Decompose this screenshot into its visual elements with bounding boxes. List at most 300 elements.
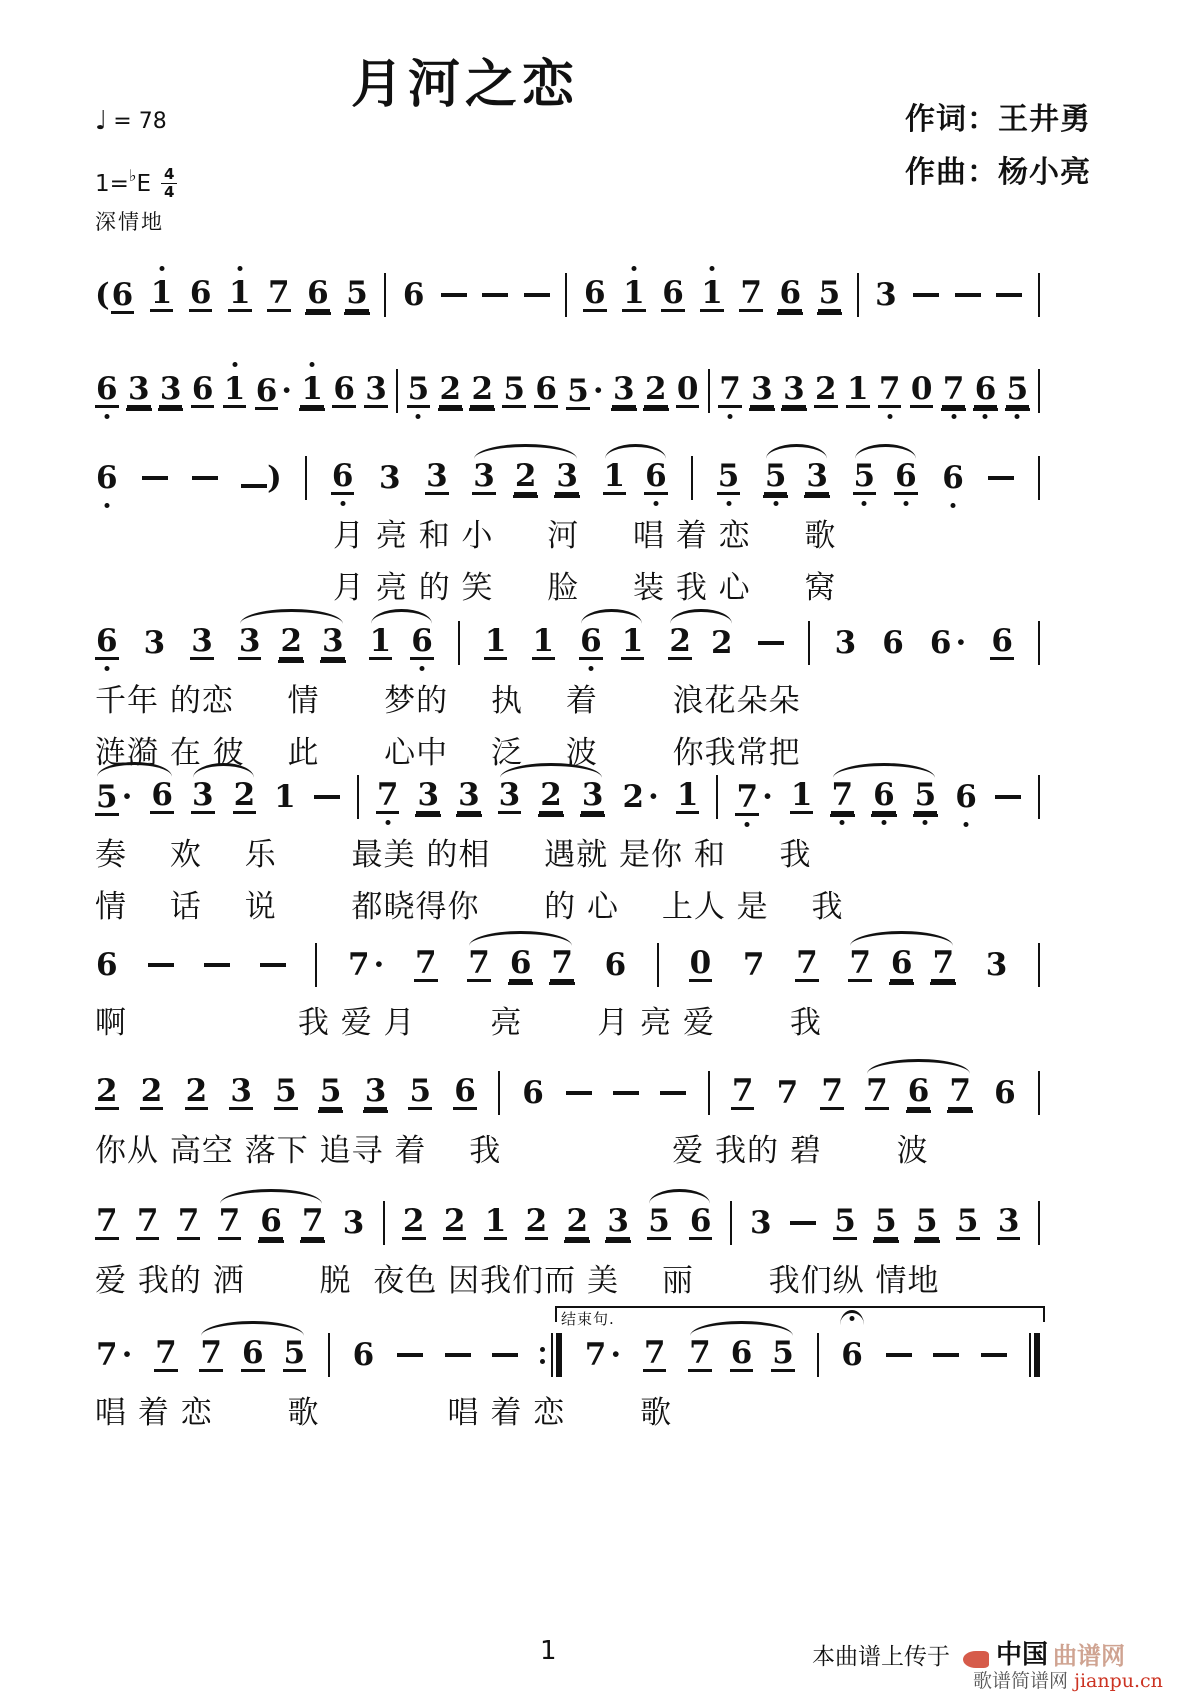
song-title: 月河之恋 bbox=[350, 54, 579, 115]
note-digit: 1 bbox=[846, 371, 869, 407]
meter-numerator: 4 bbox=[161, 166, 177, 184]
barline bbox=[1038, 369, 1040, 413]
note-digit: 3 bbox=[607, 1203, 629, 1239]
note bbox=[267, 275, 291, 312]
note-digit: 5 bbox=[956, 1203, 979, 1239]
slur-group bbox=[472, 458, 579, 495]
augmentation-dot: · bbox=[281, 372, 293, 409]
duration-dash bbox=[955, 293, 981, 297]
note bbox=[509, 945, 533, 982]
note-digit: 6 bbox=[189, 275, 212, 311]
note bbox=[223, 371, 247, 408]
note bbox=[378, 459, 402, 496]
lyrics-line: 爱 我的 洒 脱 夜色 因我们而 美 丽 我们纵 情地 bbox=[95, 1263, 940, 1299]
credits bbox=[905, 94, 1091, 199]
system-8 bbox=[95, 1200, 1040, 1301]
note-digit: 3 bbox=[191, 623, 213, 659]
note-digit: 7 bbox=[551, 945, 573, 981]
note-digit: 1 bbox=[300, 374, 324, 408]
note bbox=[332, 371, 356, 408]
note bbox=[241, 1335, 265, 1372]
note bbox=[439, 371, 463, 408]
note-digit: 7 bbox=[96, 1337, 118, 1373]
note bbox=[718, 371, 742, 408]
note-digit: 7 bbox=[742, 946, 765, 983]
note bbox=[606, 1203, 630, 1240]
note bbox=[425, 458, 449, 495]
note bbox=[402, 1203, 426, 1240]
note-digit: 7 bbox=[301, 1203, 324, 1239]
note-digit: 5 bbox=[853, 461, 877, 495]
note-digit: 5 bbox=[717, 461, 741, 495]
note bbox=[306, 275, 330, 312]
octave-dot-below bbox=[588, 666, 593, 671]
octave-dot-below bbox=[104, 414, 109, 419]
note-digit: 7 bbox=[831, 780, 855, 814]
note-digit: 6 bbox=[840, 1340, 864, 1371]
note bbox=[279, 623, 303, 660]
note-digit: 1 bbox=[532, 623, 555, 659]
note bbox=[143, 624, 167, 661]
note bbox=[795, 945, 819, 982]
note bbox=[831, 777, 855, 814]
note-digit: 7 bbox=[689, 1335, 711, 1371]
note bbox=[739, 275, 763, 312]
note bbox=[914, 777, 938, 814]
note-digit: 5 bbox=[503, 371, 525, 407]
note bbox=[621, 779, 658, 815]
duration-dash bbox=[260, 963, 286, 967]
note bbox=[342, 1204, 366, 1241]
lyrics-line: 你从 高空 落下 追寻 着 我 爱 我的 碧 波 bbox=[95, 1133, 929, 1169]
note-digit: 7 bbox=[468, 945, 490, 981]
note bbox=[191, 777, 215, 814]
note-digit: 1 bbox=[484, 1203, 507, 1239]
note-digit: 3 bbox=[613, 371, 635, 407]
note-digit: 0 bbox=[910, 371, 933, 407]
note-digit: 6 bbox=[890, 945, 913, 981]
duration-dash bbox=[204, 963, 230, 967]
music-line bbox=[95, 455, 1040, 501]
note bbox=[95, 946, 119, 983]
slur-group bbox=[647, 1203, 712, 1240]
note-digit: 6 bbox=[333, 371, 355, 407]
octave-dot-below bbox=[840, 820, 845, 825]
tempo-value: = 78 bbox=[113, 108, 167, 134]
note bbox=[410, 623, 434, 660]
note-digit: 6 bbox=[882, 624, 904, 661]
augmentation-dot: · bbox=[610, 1337, 622, 1373]
duration-dash bbox=[445, 1353, 471, 1357]
note-digit: 6 bbox=[584, 275, 606, 311]
note bbox=[218, 1203, 242, 1240]
slur-group bbox=[191, 777, 256, 814]
note bbox=[376, 777, 400, 814]
barline bbox=[384, 273, 386, 317]
note-digit: 6 bbox=[954, 782, 978, 813]
note-digit: 6 bbox=[522, 1074, 544, 1111]
note-digit: 1 bbox=[274, 778, 296, 815]
octave-dot-below bbox=[420, 666, 425, 671]
note bbox=[676, 777, 700, 814]
duration-dash bbox=[241, 484, 267, 488]
note bbox=[95, 371, 119, 408]
octave-dot-below bbox=[923, 820, 928, 825]
duration-dash bbox=[758, 641, 784, 645]
barline bbox=[315, 943, 317, 987]
lyrics-line: 月 亮 和 小 河 唱 着 恋 歌 bbox=[333, 518, 837, 554]
duration-dash bbox=[492, 1353, 518, 1357]
note bbox=[321, 623, 345, 660]
thin-bar bbox=[551, 1333, 553, 1377]
barline bbox=[1038, 1201, 1040, 1245]
note bbox=[749, 1204, 773, 1241]
music-line bbox=[95, 1070, 1040, 1116]
note bbox=[140, 1073, 164, 1110]
barline bbox=[498, 1071, 500, 1115]
note-digit: 3 bbox=[159, 371, 182, 407]
tempo-marking bbox=[95, 106, 167, 136]
note-digit: 7 bbox=[878, 374, 902, 408]
note-digit: 2 bbox=[96, 1073, 118, 1109]
note-digit: 6 bbox=[604, 946, 627, 983]
music-line bbox=[95, 942, 1040, 988]
note bbox=[443, 1203, 467, 1240]
note bbox=[878, 371, 902, 408]
note-digit: 7 bbox=[849, 945, 871, 981]
note-digit: 7 bbox=[347, 947, 370, 983]
composer-credit: 作曲：杨小亮 bbox=[905, 154, 1091, 190]
note bbox=[364, 1073, 388, 1110]
note-digit: 6 bbox=[974, 374, 998, 408]
quarter-note-icon: ♩ bbox=[95, 106, 108, 136]
octave-dot-below bbox=[745, 822, 750, 827]
note bbox=[581, 777, 605, 814]
barline bbox=[565, 273, 567, 317]
note bbox=[583, 275, 607, 312]
note-digit: 6 bbox=[454, 1073, 476, 1109]
note-digit: 5 bbox=[346, 275, 368, 311]
duration-dash bbox=[142, 476, 168, 480]
note bbox=[550, 945, 574, 982]
octave-dot-below bbox=[903, 501, 908, 506]
note bbox=[771, 1335, 795, 1372]
note-digit: 5 bbox=[319, 1073, 342, 1109]
note bbox=[894, 458, 918, 495]
augmentation-dot: · bbox=[121, 1337, 133, 1373]
note bbox=[993, 1074, 1017, 1111]
note bbox=[233, 777, 257, 814]
note-digit: 7 bbox=[932, 945, 955, 981]
note-digit: 7 bbox=[643, 1335, 666, 1371]
note-digit: 7 bbox=[735, 782, 759, 816]
note-digit: 6 bbox=[260, 1203, 282, 1239]
octave-dot-below bbox=[1015, 414, 1020, 419]
duration-dash bbox=[886, 1353, 912, 1357]
note-digit: 2 bbox=[710, 624, 733, 661]
duration-dash bbox=[482, 293, 508, 297]
barline bbox=[1038, 456, 1040, 500]
lyrics-line: 唱 着 恋 歌 唱 着 恋 歌 bbox=[95, 1395, 673, 1431]
note bbox=[735, 779, 772, 816]
note-digit: 7 bbox=[821, 1073, 843, 1109]
barline bbox=[1038, 775, 1040, 819]
note bbox=[881, 624, 905, 661]
barline bbox=[657, 943, 659, 987]
duration-dash bbox=[314, 795, 340, 799]
note-digit: 5 bbox=[772, 1335, 794, 1371]
note-digit: 6 bbox=[907, 1073, 930, 1109]
slur-group bbox=[218, 1203, 325, 1240]
note bbox=[846, 371, 870, 408]
note-digit: 3 bbox=[498, 777, 521, 813]
note-digit: 3 bbox=[230, 1073, 252, 1109]
note-digit: 6 bbox=[95, 463, 119, 494]
note-digit: 7 bbox=[414, 945, 437, 981]
augmentation-dot: · bbox=[121, 778, 133, 815]
thick-bar bbox=[556, 1333, 562, 1377]
note-digit: 6 bbox=[95, 626, 119, 660]
note-digit: 5 bbox=[648, 1203, 670, 1239]
octave-dot-below bbox=[964, 822, 969, 827]
note bbox=[603, 458, 627, 495]
note bbox=[150, 777, 174, 814]
note-digit: 6 bbox=[662, 275, 684, 311]
note bbox=[668, 623, 692, 660]
final-barline bbox=[1029, 1333, 1040, 1377]
note bbox=[199, 1335, 223, 1372]
note-digit: 6 bbox=[352, 1336, 375, 1373]
note-digit: 3 bbox=[143, 624, 166, 661]
duration-dash bbox=[566, 1091, 592, 1095]
duration-dash bbox=[988, 476, 1014, 480]
note-digit: 6 bbox=[331, 461, 355, 495]
octave-dot-below bbox=[950, 503, 955, 508]
system-3 bbox=[95, 455, 1040, 608]
note bbox=[470, 371, 494, 408]
slur-group bbox=[865, 1073, 972, 1110]
note bbox=[95, 459, 119, 496]
note bbox=[95, 623, 119, 660]
music-line bbox=[95, 368, 1040, 414]
octave-dot-below bbox=[653, 501, 658, 506]
slur-group bbox=[764, 458, 829, 495]
key-prefix: 1= bbox=[95, 170, 129, 197]
note-digit: 7 bbox=[268, 275, 290, 311]
note bbox=[498, 777, 522, 814]
note-digit: 6 bbox=[241, 1335, 264, 1371]
note-digit: 3 bbox=[751, 371, 773, 407]
note bbox=[472, 458, 496, 495]
note bbox=[730, 1335, 754, 1372]
note bbox=[974, 371, 998, 408]
octave-dot-above bbox=[159, 266, 164, 271]
note bbox=[539, 777, 563, 814]
note bbox=[274, 1073, 298, 1110]
dash-close-paren bbox=[241, 460, 282, 496]
note bbox=[255, 373, 292, 410]
note bbox=[872, 777, 896, 814]
note-digit: 3 bbox=[365, 371, 387, 407]
system-6 bbox=[95, 942, 1040, 1043]
note-digit: 7 bbox=[942, 374, 966, 408]
lyrics-line: 千年 的恋 情 梦的 执 着 浪花朵朵 bbox=[95, 683, 801, 719]
note bbox=[345, 275, 369, 312]
note bbox=[331, 458, 355, 495]
slur-group bbox=[579, 623, 644, 660]
note-digit: 1 bbox=[369, 623, 392, 659]
note bbox=[907, 1073, 931, 1110]
note-digit: 7 bbox=[376, 780, 400, 814]
note bbox=[352, 1336, 376, 1373]
note-digit: 5 bbox=[875, 1203, 897, 1239]
note bbox=[457, 777, 481, 814]
key-letter: E bbox=[136, 170, 151, 197]
note-digit: 3 bbox=[473, 458, 495, 494]
note-digit: 6 bbox=[307, 275, 329, 311]
slur-group bbox=[831, 777, 938, 814]
note-digit: 5 bbox=[764, 461, 788, 495]
note bbox=[676, 371, 700, 408]
note-digit: 2 bbox=[233, 777, 256, 813]
note bbox=[300, 371, 324, 408]
slur-group bbox=[95, 779, 174, 816]
octave-dot-below bbox=[951, 414, 956, 419]
barline bbox=[808, 621, 810, 665]
close-paren: ) bbox=[267, 460, 282, 496]
note-digit: 3 bbox=[834, 624, 857, 661]
barline bbox=[1038, 273, 1040, 317]
octave-dot-below bbox=[983, 414, 988, 419]
note-digit: 2 bbox=[566, 1203, 589, 1239]
note bbox=[534, 371, 558, 408]
note-digit: 2 bbox=[439, 371, 462, 407]
lyrics-line: 月 亮 的 笑 脸 装 我 心 窝 bbox=[333, 569, 837, 606]
note-digit: 0 bbox=[689, 945, 712, 981]
note bbox=[238, 623, 262, 660]
note-digit: 1 bbox=[223, 374, 247, 408]
note-digit: 6 bbox=[991, 623, 1013, 659]
note bbox=[185, 1073, 209, 1110]
note-digit: 6 bbox=[535, 371, 557, 407]
note-digit: 6 bbox=[689, 1203, 712, 1239]
note bbox=[643, 1335, 667, 1372]
note-digit: 5 bbox=[283, 1335, 306, 1371]
note bbox=[941, 459, 965, 496]
music-line bbox=[95, 1200, 1040, 1246]
note-digit: 7 bbox=[136, 1203, 159, 1239]
note-digit: 1 bbox=[228, 278, 252, 312]
note bbox=[301, 1203, 325, 1240]
note-digit: 3 bbox=[379, 459, 401, 496]
note-digit: 1 bbox=[700, 278, 724, 312]
note bbox=[820, 1073, 844, 1110]
note bbox=[910, 371, 934, 408]
note bbox=[190, 623, 214, 660]
note bbox=[874, 276, 898, 313]
octave-dot-below bbox=[104, 666, 109, 671]
note-digit: 7 bbox=[731, 1073, 754, 1109]
note bbox=[584, 1337, 621, 1373]
system-2 bbox=[95, 368, 1040, 414]
note bbox=[621, 623, 645, 660]
note bbox=[453, 1073, 477, 1110]
note bbox=[177, 1203, 201, 1240]
octave-dot-above bbox=[631, 266, 636, 271]
slur-group bbox=[199, 1335, 306, 1372]
site-credit bbox=[973, 1666, 1163, 1693]
octave-dot-below bbox=[340, 501, 345, 506]
note-digit: 6 bbox=[402, 276, 425, 313]
note bbox=[948, 1073, 972, 1110]
octave-dot-below bbox=[773, 501, 778, 506]
note-digit: 3 bbox=[750, 1204, 772, 1241]
note bbox=[273, 778, 297, 815]
note bbox=[191, 371, 215, 408]
note-digit: 1 bbox=[790, 777, 813, 813]
octave-dot-below bbox=[862, 501, 867, 506]
note bbox=[848, 945, 872, 982]
note-digit: 6 bbox=[191, 371, 214, 407]
note-digit: 7 bbox=[177, 1203, 200, 1239]
music-line bbox=[95, 1332, 1040, 1378]
note-digit: 5 bbox=[914, 780, 938, 814]
lyrics-line: 情 话 说 都晓得你 的 心 上人 是 我 bbox=[95, 888, 844, 925]
duration-dash bbox=[613, 1091, 639, 1095]
note-digit: 5 bbox=[275, 1073, 297, 1109]
note bbox=[931, 945, 955, 982]
note bbox=[776, 1074, 800, 1111]
note bbox=[956, 1203, 980, 1240]
note bbox=[136, 1203, 160, 1240]
note-digit: 3 bbox=[426, 458, 448, 494]
note bbox=[229, 1073, 253, 1110]
note-digit: 6 bbox=[579, 626, 603, 660]
dot bbox=[540, 1347, 545, 1352]
meter-denominator: 4 bbox=[164, 183, 175, 202]
note bbox=[565, 1203, 589, 1240]
site-logo-text: 中国 bbox=[996, 1640, 1049, 1670]
note bbox=[521, 1074, 545, 1111]
duration-dash bbox=[397, 1353, 423, 1357]
slur-group bbox=[668, 623, 733, 661]
augmentation-dot: · bbox=[955, 625, 967, 661]
repeat-dots bbox=[540, 1347, 545, 1364]
slur-group bbox=[369, 623, 434, 660]
duration-dash bbox=[192, 476, 218, 480]
note-digit: 3 bbox=[342, 1204, 365, 1241]
note-digit: 6 bbox=[730, 1335, 753, 1371]
repeat-barline bbox=[540, 1333, 562, 1377]
note-digit: 6 bbox=[894, 461, 918, 495]
lyrics-line: 啊 我 爱 月 亮 月 亮 爱 我 bbox=[95, 1005, 822, 1041]
note-digit: 2 bbox=[644, 371, 667, 407]
duration-dash bbox=[996, 293, 1022, 297]
note bbox=[647, 1203, 671, 1240]
note bbox=[408, 1073, 432, 1110]
system-7 bbox=[95, 1070, 1040, 1171]
note-digit: 3 bbox=[997, 1203, 1020, 1239]
note-digit: 6 bbox=[151, 777, 173, 813]
note bbox=[661, 275, 685, 312]
note bbox=[467, 945, 491, 982]
note bbox=[150, 275, 174, 312]
site-logo-subtext: 曲谱网 bbox=[1053, 1641, 1126, 1670]
note-digit: 2 bbox=[471, 371, 494, 407]
music-line bbox=[95, 620, 1040, 666]
note-digit: 7 bbox=[155, 1335, 177, 1371]
note-digit: 3 bbox=[806, 458, 828, 494]
